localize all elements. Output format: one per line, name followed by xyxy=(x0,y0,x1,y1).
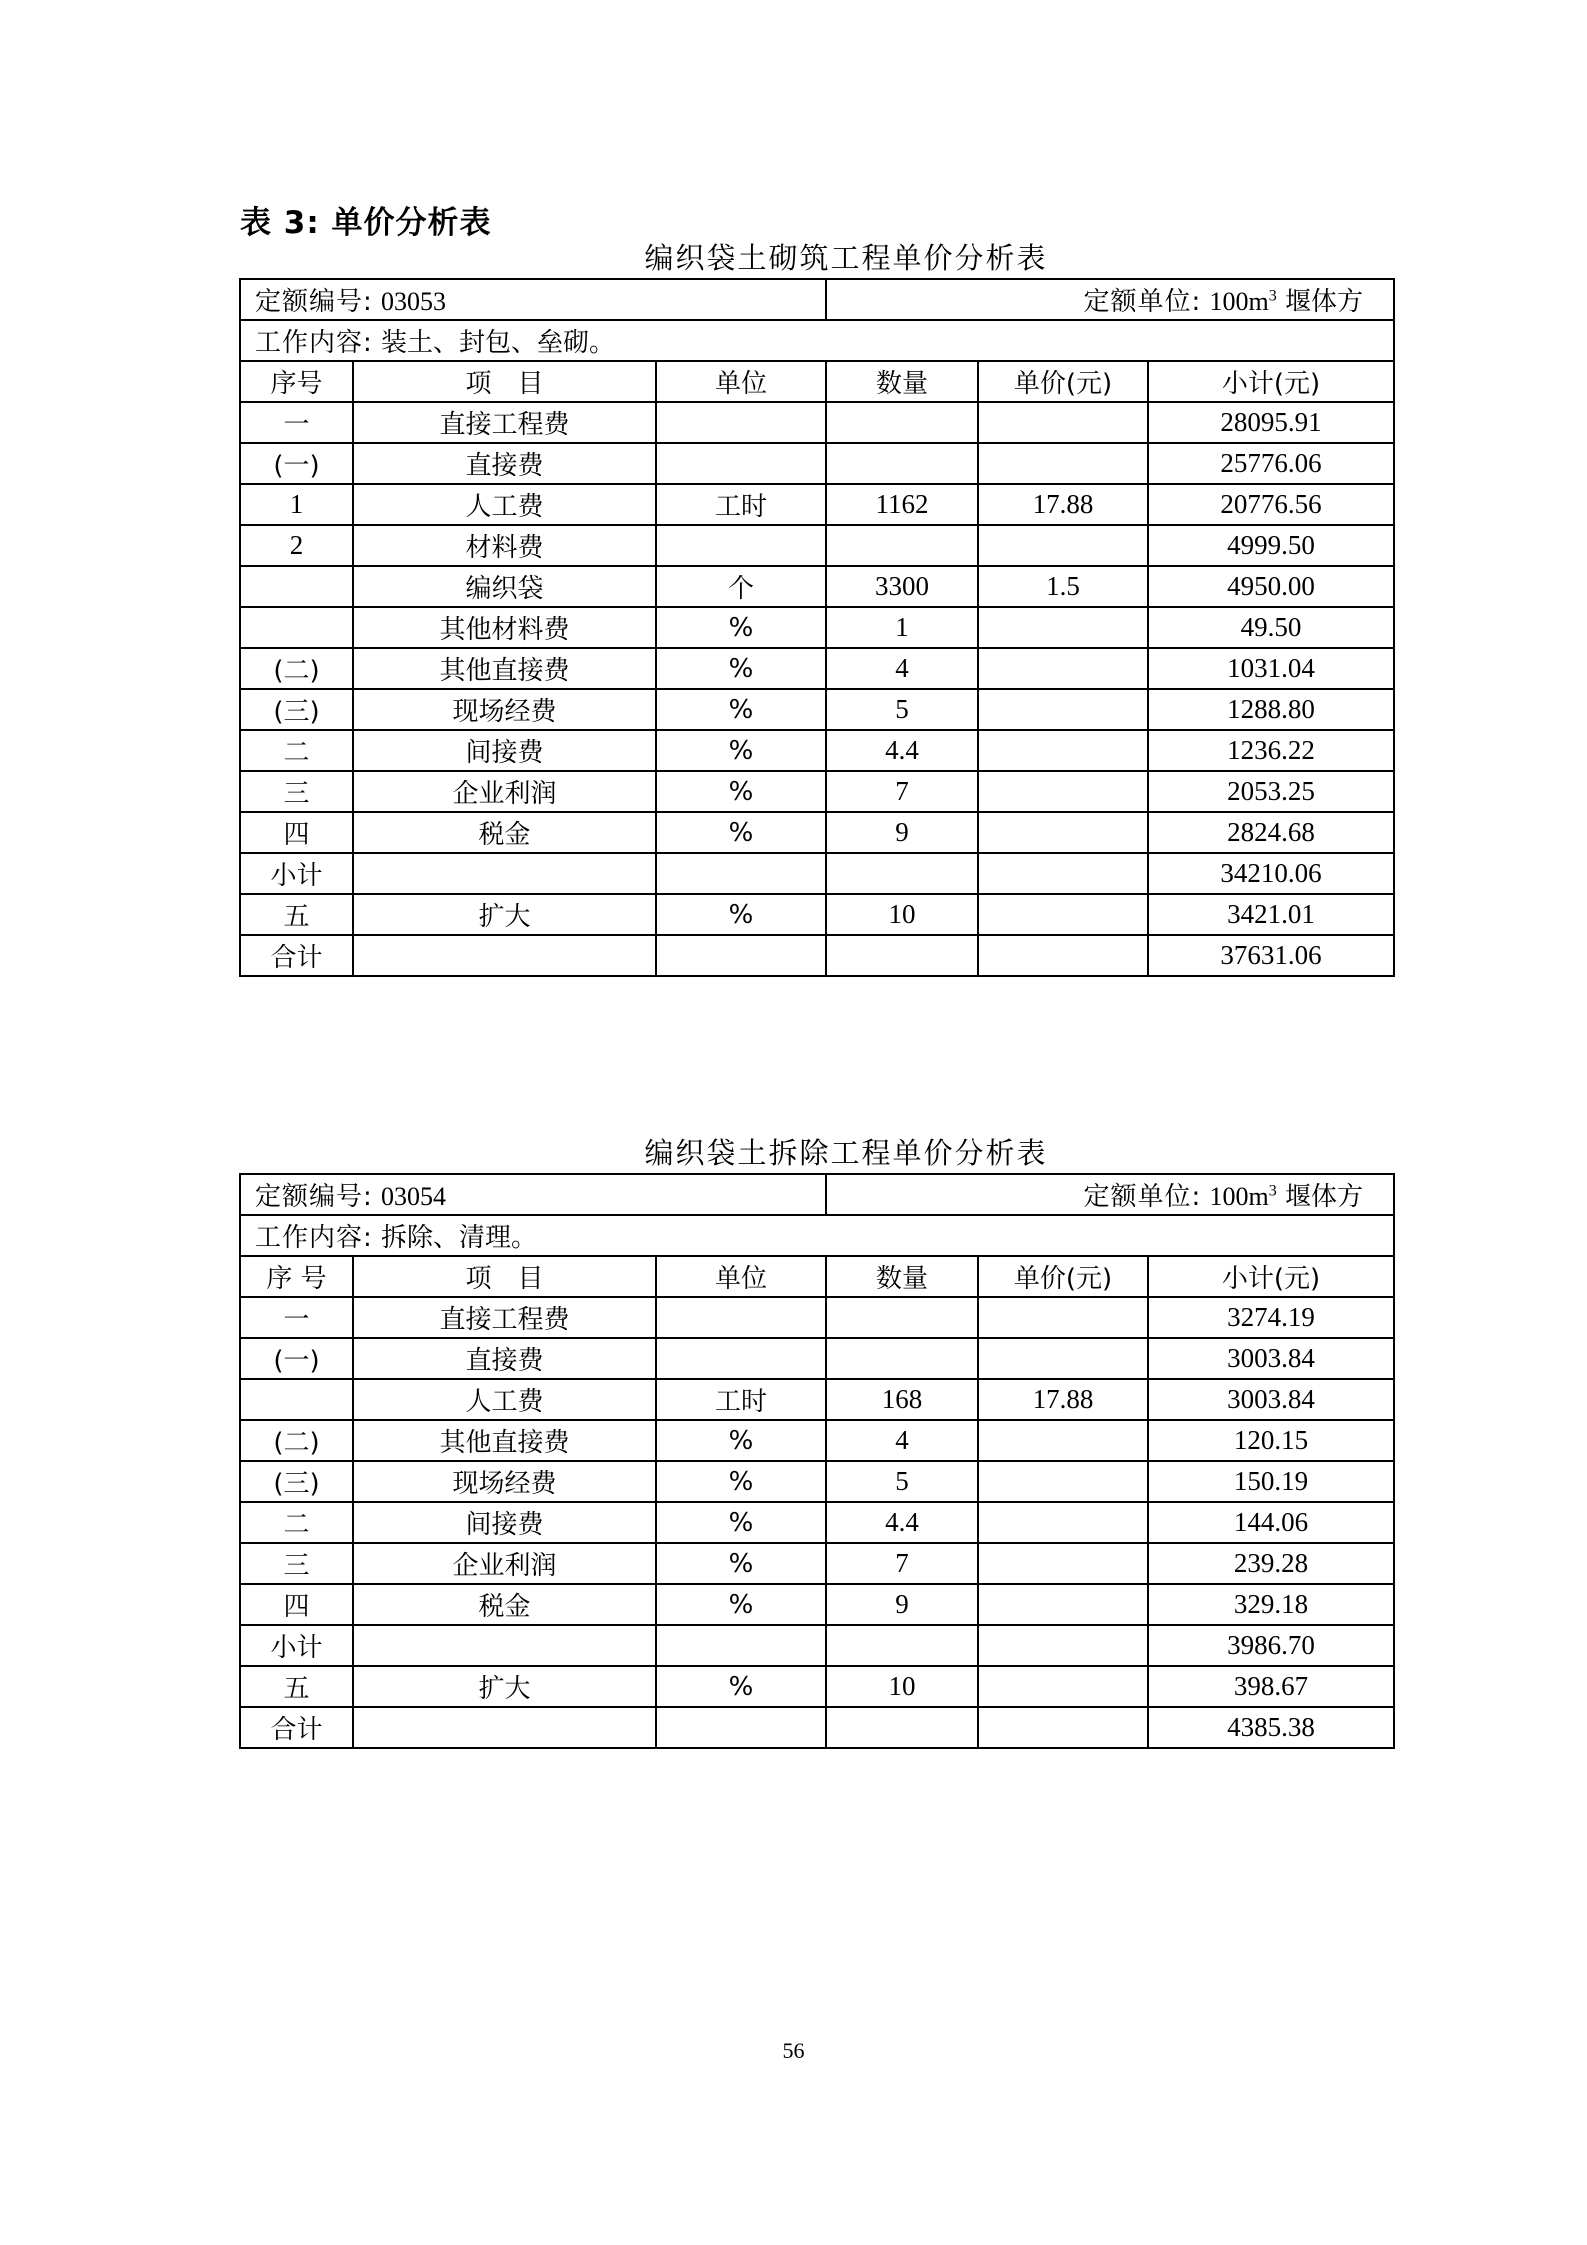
table-cell xyxy=(353,935,656,976)
header-cell: 数量 xyxy=(826,1256,978,1297)
table-cell: 4 xyxy=(826,648,978,689)
table-cell: 9 xyxy=(826,1584,978,1625)
table-cell: 税金 xyxy=(353,1584,656,1625)
quota-unit-cell xyxy=(826,279,1394,320)
table-cell: % xyxy=(656,894,826,935)
header-cell: 单价(元) xyxy=(978,1256,1148,1297)
table-cell: 4 xyxy=(826,1420,978,1461)
table-cell: 一 xyxy=(240,1297,353,1338)
table-cell xyxy=(978,1584,1148,1625)
header-cell: 序 号 xyxy=(240,1256,353,1297)
table-cell: 7 xyxy=(826,771,978,812)
table-caption: 编织袋土砌筑工程单价分析表 xyxy=(644,241,1048,275)
table-cell xyxy=(978,771,1148,812)
table-row xyxy=(240,1502,1394,1543)
table-cell: 间接费 xyxy=(353,1502,656,1543)
table-cell xyxy=(978,1707,1148,1748)
header-cell: 单价(元) xyxy=(978,361,1148,402)
table-cell: 150.19 xyxy=(1148,1461,1394,1502)
header-row xyxy=(240,361,1394,402)
table-cell: 1288.80 xyxy=(1148,689,1394,730)
table-cell: 168 xyxy=(826,1379,978,1420)
header-row xyxy=(240,1256,1394,1297)
table-cell: 工时 xyxy=(656,484,826,525)
table-cell xyxy=(656,525,826,566)
table-cell: 扩大 xyxy=(353,1666,656,1707)
table-cell: 小计 xyxy=(240,1625,353,1666)
table-cell: 3003.84 xyxy=(1148,1338,1394,1379)
quota-unit-sup: 3 xyxy=(1268,1182,1277,1200)
table-row xyxy=(240,484,1394,525)
table-cell xyxy=(978,1461,1148,1502)
table-cell: 4.4 xyxy=(826,730,978,771)
table-cell: 编织袋 xyxy=(353,566,656,607)
table-row xyxy=(240,1707,1394,1748)
table-cell: (三) xyxy=(240,689,353,730)
table-cell: 直接费 xyxy=(353,443,656,484)
table-cell: 人工费 xyxy=(353,1379,656,1420)
table-cell: % xyxy=(656,1420,826,1461)
table-cell: 四 xyxy=(240,1584,353,1625)
page-heading: 表 3: 单价分析表 xyxy=(240,205,492,241)
table-cell: 企业利润 xyxy=(353,1543,656,1584)
table-cell: 4950.00 xyxy=(1148,566,1394,607)
table-cell xyxy=(656,853,826,894)
table-cell: 扩大 xyxy=(353,894,656,935)
quota-unit-value: 100m xyxy=(1209,287,1269,316)
table-row xyxy=(240,1584,1394,1625)
table-cell xyxy=(978,935,1148,976)
quota-info-row xyxy=(240,279,1394,320)
table-cell xyxy=(826,853,978,894)
quota-number: 03053 xyxy=(381,287,447,316)
table-cell: 间接费 xyxy=(353,730,656,771)
table-cell xyxy=(978,894,1148,935)
work-content-cell xyxy=(240,1215,1394,1256)
table-cell: 合计 xyxy=(240,935,353,976)
table-row xyxy=(240,730,1394,771)
table-cell xyxy=(978,1420,1148,1461)
quota-unit-suffix: 堰体方 xyxy=(1285,1182,1364,1212)
header-cell: 项 目 xyxy=(353,361,656,402)
table-cell xyxy=(978,812,1148,853)
table-cell: % xyxy=(656,1502,826,1543)
table-cell: 直接费 xyxy=(353,1338,656,1379)
table-cell: 17.88 xyxy=(978,484,1148,525)
quota-info-row xyxy=(240,1174,1394,1215)
table-row xyxy=(240,935,1394,976)
header-cell: 数量 xyxy=(826,361,978,402)
table-cell: 其他直接费 xyxy=(353,1420,656,1461)
table-cell: 3986.70 xyxy=(1148,1625,1394,1666)
table-cell: 三 xyxy=(240,1543,353,1584)
work-content-row xyxy=(240,320,1394,361)
table-cell xyxy=(353,1625,656,1666)
table-cell: % xyxy=(656,1543,826,1584)
table-cell xyxy=(656,402,826,443)
table-cell: 20776.56 xyxy=(1148,484,1394,525)
table-cell: 3300 xyxy=(826,566,978,607)
table-cell xyxy=(826,1707,978,1748)
page-number: 56 xyxy=(782,2038,805,2063)
table-row xyxy=(240,1461,1394,1502)
table-cell xyxy=(826,443,978,484)
table-cell: 税金 xyxy=(353,812,656,853)
table-cell xyxy=(826,525,978,566)
work-content-cell xyxy=(240,320,1394,361)
table-cell xyxy=(978,443,1148,484)
table-cell: 10 xyxy=(826,894,978,935)
table-cell xyxy=(826,1625,978,1666)
table-cell: % xyxy=(656,812,826,853)
table-cell: 现场经费 xyxy=(353,689,656,730)
table-cell xyxy=(978,607,1148,648)
table-cell: 3274.19 xyxy=(1148,1297,1394,1338)
quota-unit-value: 100m xyxy=(1209,1182,1269,1211)
table-cell xyxy=(240,566,353,607)
table-cell: % xyxy=(656,1666,826,1707)
table-cell: 5 xyxy=(826,1461,978,1502)
quota-unit-sup: 3 xyxy=(1268,287,1277,305)
table-row xyxy=(240,648,1394,689)
header-cell: 项 目 xyxy=(353,1256,656,1297)
quota-number-label: 定额编号: xyxy=(255,1182,373,1212)
table-cell: 1236.22 xyxy=(1148,730,1394,771)
table-cell: 直接工程费 xyxy=(353,1297,656,1338)
table-cell: 五 xyxy=(240,1666,353,1707)
table-cell: 三 xyxy=(240,771,353,812)
table-cell: 34210.06 xyxy=(1148,853,1394,894)
table-cell: (一) xyxy=(240,443,353,484)
table-cell: 五 xyxy=(240,894,353,935)
table-row xyxy=(240,812,1394,853)
table-cell xyxy=(978,1625,1148,1666)
table-cell xyxy=(656,935,826,976)
table-cell: 1.5 xyxy=(978,566,1148,607)
table-cell xyxy=(656,1625,826,1666)
table-cell: 现场经费 xyxy=(353,1461,656,1502)
analysis-table xyxy=(239,1173,1395,1749)
table-cell: 120.15 xyxy=(1148,1420,1394,1461)
quota-unit-label: 定额单位: xyxy=(1083,287,1202,317)
table-cell: 人工费 xyxy=(353,484,656,525)
table-cell: 一 xyxy=(240,402,353,443)
quota-unit-suffix: 堰体方 xyxy=(1285,287,1364,317)
table-cell: 工时 xyxy=(656,1379,826,1420)
table-cell: 2824.68 xyxy=(1148,812,1394,853)
work-content-label: 工作内容: xyxy=(255,328,373,358)
table-cell: 25776.06 xyxy=(1148,443,1394,484)
table-row xyxy=(240,689,1394,730)
table-cell: 4999.50 xyxy=(1148,525,1394,566)
header-cell: 单位 xyxy=(656,1256,826,1297)
table-row xyxy=(240,525,1394,566)
table-row xyxy=(240,402,1394,443)
table-cell: 37631.06 xyxy=(1148,935,1394,976)
table-cell: 4.4 xyxy=(826,1502,978,1543)
table-row xyxy=(240,1625,1394,1666)
table-cell: 28095.91 xyxy=(1148,402,1394,443)
table-cell: 其他材料费 xyxy=(353,607,656,648)
analysis-table xyxy=(239,278,1395,977)
table-row xyxy=(240,853,1394,894)
table-row xyxy=(240,771,1394,812)
table-cell: 1 xyxy=(240,484,353,525)
table-cell xyxy=(353,853,656,894)
quota-unit-label: 定额单位: xyxy=(1083,1182,1202,1212)
table-cell: 1031.04 xyxy=(1148,648,1394,689)
table-row xyxy=(240,1666,1394,1707)
table-row xyxy=(240,1543,1394,1584)
table-cell: 企业利润 xyxy=(353,771,656,812)
unit-price-table-2 xyxy=(239,1133,1393,1749)
table-cell xyxy=(656,443,826,484)
work-content-text: 拆除、清理。 xyxy=(381,1223,538,1253)
table-cell xyxy=(353,1707,656,1748)
table-cell xyxy=(978,689,1148,730)
table-row xyxy=(240,1338,1394,1379)
table-cell xyxy=(656,1297,826,1338)
unit-price-table-1 xyxy=(239,238,1393,977)
table-row xyxy=(240,1297,1394,1338)
table-cell: 3003.84 xyxy=(1148,1379,1394,1420)
table-cell xyxy=(656,1707,826,1748)
quota-number-label: 定额编号: xyxy=(255,287,373,317)
table-body xyxy=(240,1297,1394,1748)
table-cell xyxy=(978,1543,1148,1584)
table-cell: 2053.25 xyxy=(1148,771,1394,812)
table-cell: 1162 xyxy=(826,484,978,525)
table-cell: % xyxy=(656,607,826,648)
table-cell: (二) xyxy=(240,648,353,689)
table-cell: 329.18 xyxy=(1148,1584,1394,1625)
table-cell: 9 xyxy=(826,812,978,853)
table-cell: 144.06 xyxy=(1148,1502,1394,1543)
work-content-label: 工作内容: xyxy=(255,1223,373,1253)
table-cell: 二 xyxy=(240,730,353,771)
table-cell: % xyxy=(656,771,826,812)
work-content-row xyxy=(240,1215,1394,1256)
header-cell: 小计(元) xyxy=(1148,361,1394,402)
table-row xyxy=(240,443,1394,484)
table-cell: 4385.38 xyxy=(1148,1707,1394,1748)
header-cell: 单位 xyxy=(656,361,826,402)
table-cell xyxy=(978,1297,1148,1338)
table-cell: 17.88 xyxy=(978,1379,1148,1420)
table-cell: % xyxy=(656,1461,826,1502)
table-body xyxy=(240,402,1394,976)
table-cell: % xyxy=(656,1584,826,1625)
table-row xyxy=(240,1379,1394,1420)
table-cell xyxy=(978,1666,1148,1707)
table-row xyxy=(240,607,1394,648)
quota-unit-cell xyxy=(826,1174,1394,1215)
table-cell: % xyxy=(656,648,826,689)
table-cell: % xyxy=(656,730,826,771)
quota-number-cell xyxy=(240,279,826,320)
table-row xyxy=(240,566,1394,607)
table-cell xyxy=(978,730,1148,771)
table-cell xyxy=(978,402,1148,443)
table-cell: 二 xyxy=(240,1502,353,1543)
table-cell: 3421.01 xyxy=(1148,894,1394,935)
table-cell: 1 xyxy=(826,607,978,648)
table-cell: (三) xyxy=(240,1461,353,1502)
table-cell xyxy=(978,648,1148,689)
table-cell xyxy=(656,1338,826,1379)
header-cell: 序号 xyxy=(240,361,353,402)
table-cell xyxy=(978,1502,1148,1543)
table-cell xyxy=(978,525,1148,566)
table-cell: 5 xyxy=(826,689,978,730)
table-cell xyxy=(978,853,1148,894)
header-cell: 小计(元) xyxy=(1148,1256,1394,1297)
table-cell: 398.67 xyxy=(1148,1666,1394,1707)
table-cell: (二) xyxy=(240,1420,353,1461)
table-row xyxy=(240,1420,1394,1461)
table-cell xyxy=(826,402,978,443)
table-cell xyxy=(978,1338,1148,1379)
table-cell xyxy=(826,1297,978,1338)
table-cell: 合计 xyxy=(240,1707,353,1748)
table-cell: 四 xyxy=(240,812,353,853)
table-cell: 239.28 xyxy=(1148,1543,1394,1584)
table-row xyxy=(240,894,1394,935)
table-cell: 49.50 xyxy=(1148,607,1394,648)
quota-number: 03054 xyxy=(381,1182,447,1211)
table-cell: 10 xyxy=(826,1666,978,1707)
table-cell: 2 xyxy=(240,525,353,566)
quota-number-cell xyxy=(240,1174,826,1215)
table-cell: (一) xyxy=(240,1338,353,1379)
table-cell: 小计 xyxy=(240,853,353,894)
table-cell: % xyxy=(656,689,826,730)
table-cell xyxy=(240,607,353,648)
table-cell: 材料费 xyxy=(353,525,656,566)
table-cell xyxy=(826,1338,978,1379)
table-cell xyxy=(826,935,978,976)
work-content-text: 装土、封包、垒砌。 xyxy=(381,328,616,358)
table-cell: 个 xyxy=(656,566,826,607)
table-cell: 7 xyxy=(826,1543,978,1584)
table-cell xyxy=(240,1379,353,1420)
table-cell: 直接工程费 xyxy=(353,402,656,443)
table-caption: 编织袋土拆除工程单价分析表 xyxy=(644,1136,1048,1170)
table-cell: 其他直接费 xyxy=(353,648,656,689)
